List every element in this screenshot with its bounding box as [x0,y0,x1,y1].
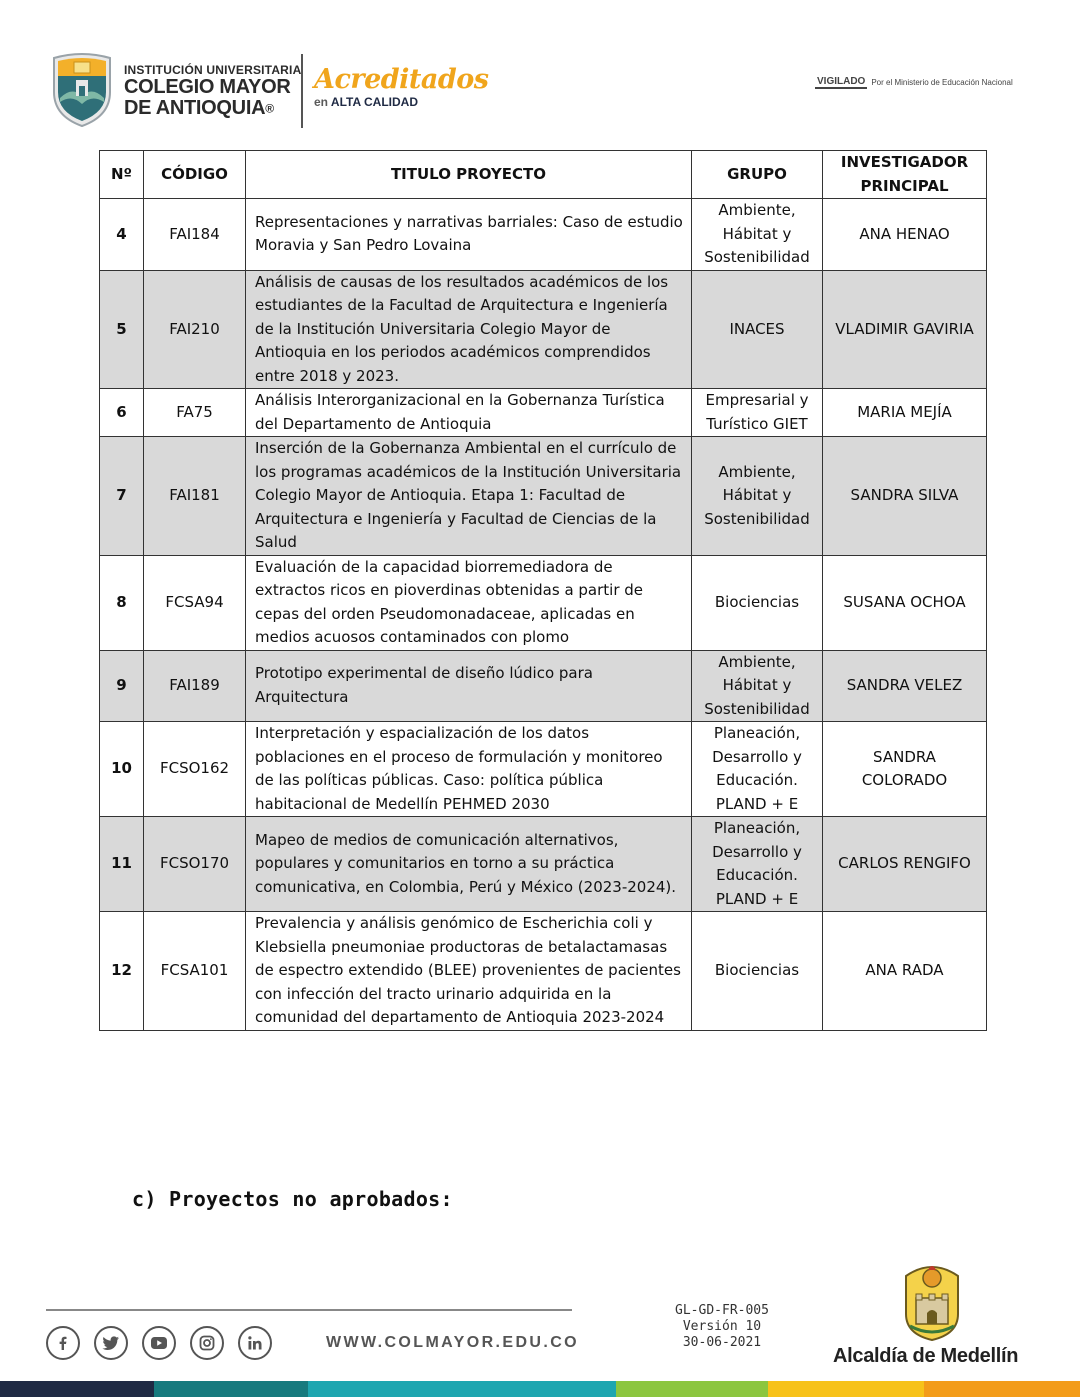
institution-line1: INSTITUCIÓN UNIVERSITARIA [124,63,302,77]
twitter-icon[interactable] [94,1326,128,1360]
row-investigator: SANDRA VELEZ [823,650,987,722]
header-code: CÓDIGO [144,151,246,199]
registered-mark: ® [265,101,274,116]
row-code: FCSA94 [144,555,246,650]
row-title: Inserción de la Gobernanza Ambiental en el currículo de los programas académicos de la Institución Universitaria Colegio Mayor de Antioquia. Etapa 1: Facultad de Arquitectura e Ingeniería y Facultad de Ciencias de la Salud [246,437,692,556]
institution-line3 [124,98,301,118]
row-investigator: SUSANA OCHOA [823,555,987,650]
row-group: Ambiente, Hábitat y Sostenibilidad [692,650,823,722]
doc-code: GL-GD-FR-005 [675,1303,769,1318]
institution-line2: COLEGIO MAYOR [124,76,291,98]
social-links [46,1326,272,1360]
row-investigator: ANA RADA [823,912,987,1031]
institution-line3-text: DE ANTIOQUIA [124,97,266,119]
color-band-yellow [768,1381,924,1397]
table-row [100,389,987,437]
table-row [100,437,987,556]
footer-divider [46,1309,572,1311]
vigilado-mark [815,76,1013,89]
row-title: Análisis de causas de los resultados académicos de los estudiantes de la Facultad de Arquitectura e Ingeniería de la Institución Universitaria Colegio Mayor de Antioquia en los periodos académicos comprendidos entre 2018 y 2023. [246,270,692,389]
accreditation-prefix: en [314,95,329,109]
table-row [100,912,987,1031]
row-title: Interpretación y espacialización de los datos poblaciones en el proceso de formulación y monitoreo de las políticas públicas. Caso: política pública habitacional de Medellín PEHMED 2030 [246,722,692,817]
institution-name [124,64,301,118]
row-code: FAI189 [144,650,246,722]
table-row [100,555,987,650]
row-title: Prototipo experimental de diseño lúdico para Arquitectura [246,650,692,722]
projects-table [99,150,987,1031]
row-group: Empresarial y Turístico GIET [692,389,823,437]
accreditation-subtitle [314,95,488,109]
header-number: Nº [100,151,144,199]
color-band-orange [924,1381,1080,1397]
color-band-navy [0,1381,154,1397]
doc-version: Versión 10 [682,1319,762,1334]
row-group: Biociencias [692,555,823,650]
row-group: Planeación, Desarrollo y Educación. PLAND + E [692,722,823,817]
header-divider [301,54,303,128]
row-title: Prevalencia y análisis genómico de Escherichia coli y Klebsiella pneumoniae productoras de betalactamasas de espectro extendido (BLEE) provenientes de pacientes con infección del tracto urinario adquirida en la comunidad del departamento de Antioquia 2023-2024 [246,912,692,1031]
row-number: 11 [100,817,144,912]
alcaldia-label: Alcaldía de Medellín [833,1345,1019,1367]
row-title: Representaciones y narrativas barriales: Caso de estudio Moravia y San Pedro Lovaina [246,199,692,271]
color-band-teal [154,1381,308,1397]
facebook-icon[interactable] [46,1326,80,1360]
row-number: 7 [100,437,144,556]
row-group: Ambiente, Hábitat y Sostenibilidad [692,199,823,271]
doc-date: 30-06-2021 [682,1335,762,1350]
accreditation-main: ALTA CALIDAD [330,95,418,109]
table-row [100,650,987,722]
row-code: FCSA101 [144,912,246,1031]
website-link[interactable]: WWW.COLMAYOR.EDU.CO [326,1334,579,1351]
institution-logo [50,52,114,128]
row-code: FCSO162 [144,722,246,817]
row-investigator: VLADIMIR GAVIRIA [823,270,987,389]
row-title: Evaluación de la capacidad biorremediadora de extractos ricos en pioverdinas obtenidas a partir de cepas del orden Pseudomonadaceae, aplicadas en medios acuosos contaminados con plomo [246,555,692,650]
table-row [100,722,987,817]
accreditation-title: Acreditados [314,64,489,95]
header-title: TITULO PROYECTO [246,151,692,199]
row-group: Planeación, Desarrollo y Educación. PLAND + E [692,817,823,912]
coat-of-arms-icon [898,1258,966,1342]
section-heading: c) Proyectos no aprobados: [132,1187,453,1211]
youtube-icon[interactable] [142,1326,176,1360]
vigilado-badge: VIGILADO [817,76,866,87]
color-band-cyan [308,1381,616,1397]
instagram-icon[interactable] [190,1326,224,1360]
row-code: FAI181 [144,437,246,556]
row-title: Mapeo de medios de comunicación alternativos, populares y comunitarios en torno a su práctica comunicativa, en Colombia, Perú y México (2023-2024). [246,817,692,912]
row-code: FAI210 [144,270,246,389]
header-group: GRUPO [692,151,823,199]
row-investigator: SANDRA SILVA [823,437,987,556]
row-number: 8 [100,555,144,650]
row-group: INACES [692,270,823,389]
linkedin-icon[interactable] [238,1326,272,1360]
row-group: Biociencias [692,912,823,1031]
row-investigator: ANA HENAO [823,199,987,271]
table-header-row [100,151,987,199]
table-row [100,817,987,912]
row-number: 12 [100,912,144,1031]
color-band-green [616,1381,768,1397]
document-code [652,1303,792,1351]
row-title: Análisis Interorganizacional en la Gobernanza Turística del Departamento de Antioquia [246,389,692,437]
row-number: 9 [100,650,144,722]
accreditation-logo [314,66,488,109]
row-group: Ambiente, Hábitat y Sostenibilidad [692,437,823,556]
row-number: 10 [100,722,144,817]
footer-color-bar [0,1381,1080,1397]
vigilado-text: Por el Ministerio de Educación Nacional [871,78,1013,87]
table-row [100,270,987,389]
row-code: FA75 [144,389,246,437]
header-investigator: INVESTIGADOR PRINCIPAL [823,151,987,199]
row-number: 4 [100,199,144,271]
row-investigator: MARIA MEJÍA [823,389,987,437]
table-row [100,199,987,271]
row-number: 5 [100,270,144,389]
row-number: 6 [100,389,144,437]
row-code: FAI184 [144,199,246,271]
row-investigator: SANDRA COLORADO [823,722,987,817]
row-investigator: CARLOS RENGIFO [823,817,987,912]
row-code: FCSO170 [144,817,246,912]
